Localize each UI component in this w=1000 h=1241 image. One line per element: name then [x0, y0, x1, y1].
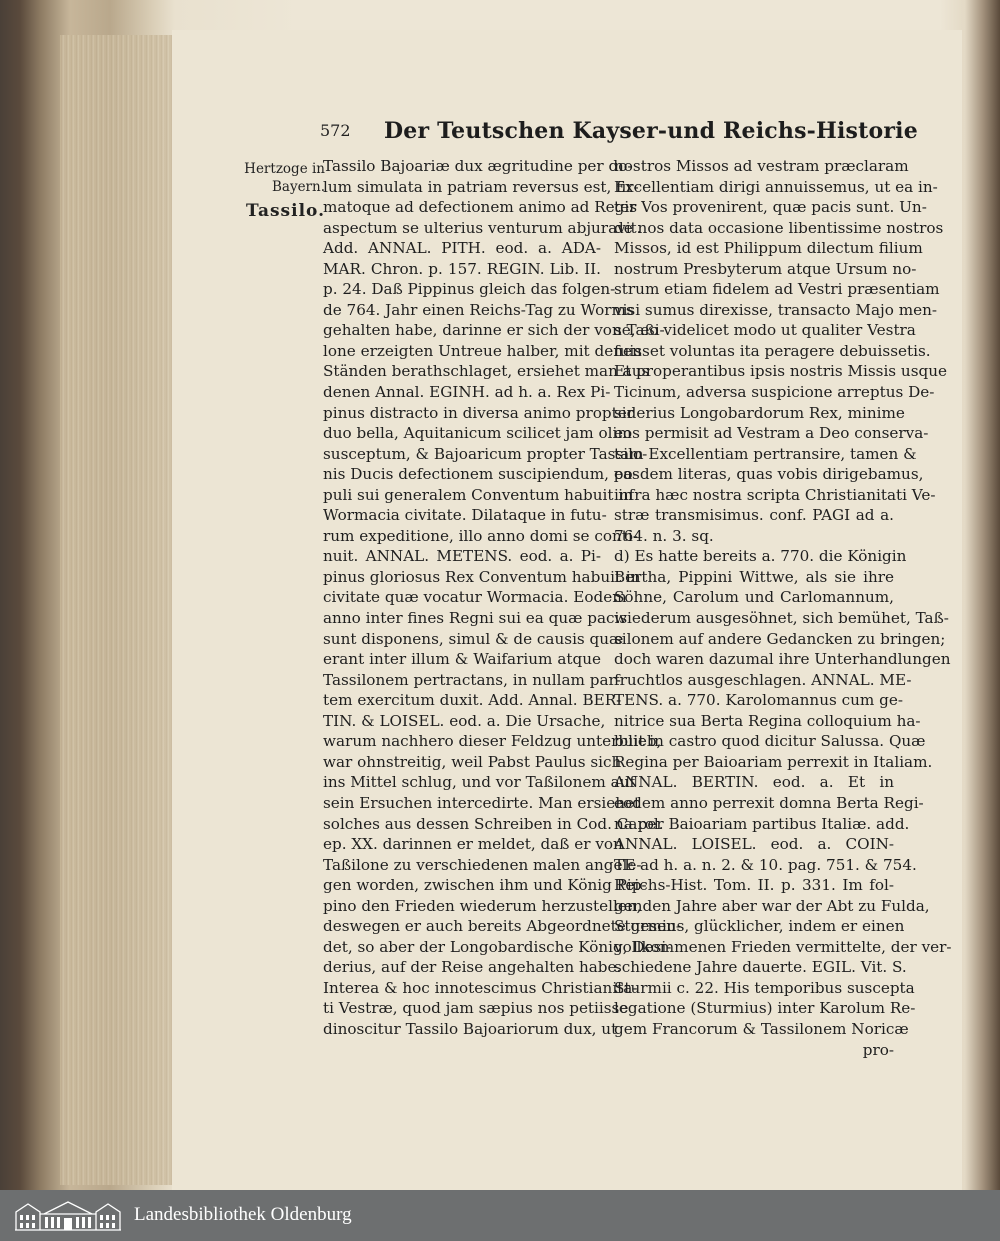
- text-line: legatione (Sturmius) inter Karolum Re-: [614, 999, 916, 1018]
- right-text-column: [614, 156, 952, 1060]
- text-line: eodem anno perrexit domna Berta Regi-: [614, 793, 924, 812]
- text-line: Bertha, Pippini Wittwe, als sie ihre: [614, 567, 894, 586]
- text-line: stræ transmisimus. conf. PAGI ad a.: [614, 506, 894, 525]
- text-line: MAR. Chron. p. 157. REGIN. Lib. II.: [323, 259, 601, 278]
- text-line: Ticinum, adversa suspicione arreptus De-: [614, 383, 935, 402]
- text-line: doch waren dazumal ihre Unterhandlungen: [614, 650, 951, 669]
- text-line: fruchtlos ausgeschlagen. ANNAL. ME-: [614, 670, 912, 689]
- text-line: duo bella, Aquitanicum scilicet jam olim: [323, 424, 632, 443]
- text-line: dinoscitur Tassilo Bajoariorum dux, ut: [323, 1019, 618, 1038]
- text-line: ANNAL. LOISEL. eod. a. COIN-: [614, 835, 894, 854]
- text-line: Tassilo Bajoariæ dux ægritudine per do-: [323, 157, 633, 175]
- text-line: rum expeditione, illo anno domi se conti-: [323, 526, 638, 545]
- margin-note-line: Bayern.: [271, 179, 325, 195]
- text-line: derius, auf der Reise angehalten habe.: [323, 958, 622, 977]
- running-title: Der Teutschen Kayser-und Reichs-Historie: [384, 118, 918, 144]
- text-line: Ständen berathschlaget, ersiehet man aus: [323, 362, 650, 381]
- text-line: nitrice sua Berta Regina colloquium ha-: [614, 711, 921, 730]
- text-line: anno inter fines Regni sui ea quæ pacis: [323, 609, 628, 628]
- text-line: war ohnstreitig, weil Pabst Paulus sich: [323, 752, 622, 771]
- text-line: buit in castro quod dicitur Salussa. Quæ: [614, 732, 926, 751]
- text-line: easdem literas, quas vobis dirigebamus,: [614, 465, 924, 484]
- margin-note: [180, 160, 325, 220]
- text-line: 764. n. 3. sq.: [614, 526, 714, 545]
- text-line: Wormacia civitate. Dilataque in futu-: [323, 506, 607, 525]
- text-line: sein Ersuchen intercedirte. Man ersiehet: [323, 793, 641, 812]
- text-line: denen Annal. EGINH. ad h. a. Rex Pi-: [323, 383, 611, 402]
- footer-bar: [0, 1190, 1000, 1241]
- text-line: nuit. ANNAL. METENS. eod. a. Pi-: [323, 547, 601, 566]
- text-line: civitate quæ vocatur Wormacia. Eodem: [323, 588, 627, 607]
- page-number: 572: [320, 121, 351, 140]
- text-line: ter Vos provenirent, quæ pacis sunt. Un-: [614, 198, 927, 217]
- text-line: ti Vestræ, quod jam sæpius nos petiisse: [323, 999, 629, 1018]
- text-line: pinus gloriosus Rex Conventum habuit in: [323, 567, 641, 586]
- text-line: Missos, id est Philippum dilectum filium: [614, 239, 923, 258]
- margin-note-heading: Tassilo.: [245, 201, 325, 221]
- text-line: gem Francorum & Tassilonem Noricæ: [614, 1019, 909, 1038]
- text-line: d) Es hatte bereits a. 770. die Königin: [614, 547, 907, 566]
- text-line: siderius Longobardorum Rex, minime: [614, 403, 905, 422]
- text-line: Regina per Baioariam perrexit in Italiam.: [614, 752, 933, 771]
- text-line: ANNAL. BERTIN. eod. a. Et in: [614, 773, 894, 792]
- text-line: tem exercitum duxit. Add. Annal. BER-: [323, 691, 622, 710]
- text-line: eos permisit ad Vestram a Deo conserva-: [614, 424, 929, 443]
- text-line: schiedene Jahre dauerte. EGIL. Vit. S.: [614, 958, 907, 977]
- text-line: matoque ad defectionem animo ad Regis: [323, 198, 638, 217]
- text-line: na per Baioariam partibus Italiæ. add.: [614, 814, 910, 833]
- text-line: Interea & hoc innotescimus Christianita-: [323, 978, 638, 997]
- text-line: nostros Missos ad vestram præclaram: [614, 157, 909, 175]
- text-line: pro-: [862, 1040, 894, 1059]
- text-line: TIN. & LOISEL. eod. a. Die Ursache,: [323, 711, 606, 730]
- text-line: Sturmii c. 22. His temporibus suscepta: [614, 978, 915, 997]
- text-line: Reichs-Hist. Tom. II. p. 331. Im fol-: [614, 876, 894, 895]
- text-line: strum etiam fidelem ad Vestri præsentiam: [614, 280, 940, 299]
- library-name: Landesbibliothek Oldenburg: [134, 1204, 352, 1225]
- text-line: wiederum ausgesöhnet, sich bemühet, Taß-: [614, 609, 949, 628]
- text-line: TENS. a. 770. Karolomannus cum ge-: [614, 691, 903, 710]
- text-line: Et properantibus ipsis nostris Missis usque: [614, 362, 947, 381]
- text-line: aspectum se ulterius venturum abjuravit.: [323, 218, 642, 237]
- text-line: puli sui generalem Conventum habuit in: [323, 485, 633, 504]
- text-line: lum simulata in patriam reversus est, fir-: [323, 177, 639, 196]
- text-line: Söhne, Carolum und Carlomannum,: [614, 588, 894, 607]
- text-line: de nos data occasione libentissime nostros: [614, 218, 944, 237]
- text-line: erant inter illum & Waifarium atque: [323, 650, 601, 669]
- text-line: gehalten habe, darinne er sich der von Taßi-: [323, 321, 665, 340]
- text-line: TE ad h. a. n. 2. & 10. pag. 751. & 754.: [614, 855, 917, 874]
- text-line: gen worden, zwischen ihm und König Pip-: [323, 876, 647, 895]
- text-line: vollkommenen Frieden vermittelte, der ver-: [614, 937, 952, 956]
- text-line: Taßilone zu verschiedenen malen angele-: [323, 855, 642, 874]
- text-line: tam Excellentiam pertransire, tamen &: [614, 444, 917, 463]
- text-line: Sturmius, glücklicher, indem er einen: [614, 917, 905, 936]
- text-line: Add. ANNAL. PITH. eod. a. ADA-: [323, 239, 601, 258]
- text-line: ins Mittel schlug, und vor Taßilonem auf: [323, 773, 636, 792]
- text-line: susceptum, & Bajoaricum propter Tassilo-: [323, 444, 648, 463]
- margin-note-line: Hertzoge in: [244, 161, 325, 177]
- text-line: nis Ducis defectionem suscipiendum, po-: [323, 465, 638, 484]
- text-line: infra hæc nostra scripta Christianitati Ve-: [614, 485, 936, 504]
- text-line: genden Jahre aber war der Abt zu Fulda,: [614, 896, 930, 915]
- text-line: solches aus dessen Schreiben in Cod. Carol.: [323, 814, 664, 833]
- text-line: silonem auf andere Gedancken zu bringen;: [614, 629, 946, 648]
- text-line: p. 24. Daß Pippinus gleich das folgen-: [323, 280, 616, 299]
- text-line: de 764. Jahr einen Reichs-Tag zu Worms: [323, 300, 634, 319]
- text-line: lone erzeigten Untreue halber, mit denen: [323, 341, 642, 360]
- text-line: se, eo videlicet modo ut qualiter Vestra: [614, 321, 916, 340]
- text-line: fuisset voluntas ita peragere debuissetis.: [614, 341, 931, 360]
- text-line: ep. XX. darinnen er meldet, daß er von: [323, 835, 623, 854]
- text-line: deswegen er auch bereits Abgeordnete gesen-: [323, 917, 681, 936]
- text-line: Excellentiam dirigi annuissemus, ut ea in-: [614, 177, 938, 196]
- text-line: pino den Frieden wiederum herzustellen,: [323, 896, 642, 915]
- text-line: det, so aber der Longobardische König, Desi-: [323, 937, 672, 956]
- text-line: nostrum Presbyterum atque Ursum no-: [614, 259, 917, 278]
- page-edge-stack: [60, 35, 172, 1185]
- text-line: sunt disponens, simul & de causis quæ: [323, 629, 624, 648]
- page-header: [320, 118, 918, 152]
- text-line: pinus distracto in diversa animo propter: [323, 403, 634, 422]
- text-line: visi sumus direxisse, transacto Majo men-: [614, 300, 937, 319]
- library-building-icon: [14, 1198, 122, 1232]
- text-line: Tassilonem pertractans, in nullam par-: [323, 670, 621, 689]
- text-line: warum nachhero dieser Feldzug unterblieb,: [323, 732, 662, 751]
